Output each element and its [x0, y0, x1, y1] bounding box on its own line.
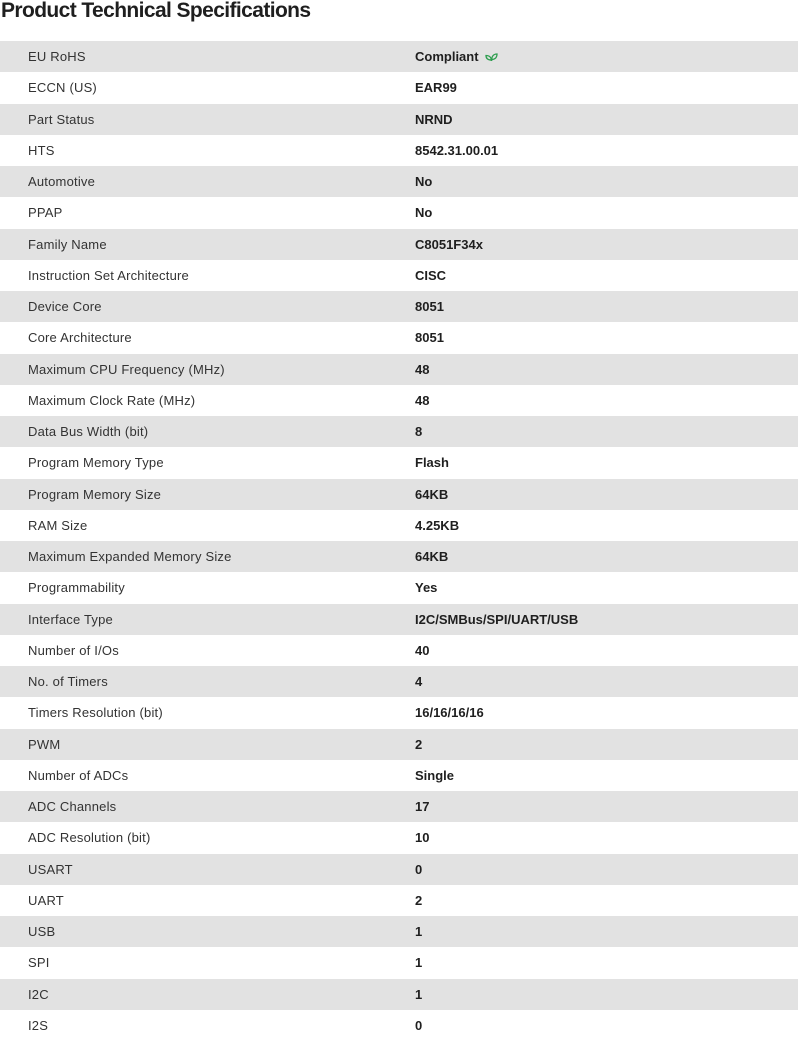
spec-value-text: 8542.31.00.01: [415, 142, 499, 158]
spec-row: [0, 135, 798, 166]
spec-value-text: 17: [415, 799, 430, 815]
spec-label: Part Status: [28, 111, 95, 127]
spec-label: Program Memory Type: [28, 455, 164, 471]
spec-row: [0, 854, 798, 885]
spec-value: [387, 697, 798, 728]
spec-value: [387, 854, 798, 885]
spec-value-text: 0: [415, 861, 423, 877]
spec-value: [387, 166, 798, 197]
spec-value-text: 16/16/16/16: [415, 705, 484, 721]
spec-value-text: 2: [415, 892, 423, 908]
spec-label: Programmability: [28, 580, 125, 596]
spec-value-text: 0: [415, 1017, 423, 1033]
spec-row: [0, 791, 798, 822]
spec-row: [0, 354, 798, 385]
spec-label: ADC Resolution (bit): [28, 830, 151, 846]
spec-label: Program Memory Size: [28, 486, 162, 502]
spec-row: [0, 41, 798, 72]
spec-value-text: 10: [415, 830, 430, 846]
spec-label: I2C: [28, 986, 49, 1002]
spec-row: [0, 916, 798, 947]
spec-label: Instruction Set Architecture: [28, 267, 189, 283]
spec-value: [387, 510, 798, 541]
spec-value: [387, 291, 798, 322]
spec-value-text: 4: [415, 674, 423, 690]
spec-value-text: 8051: [415, 330, 444, 346]
spec-value-text: 1: [415, 924, 423, 940]
spec-row: [0, 885, 798, 916]
spec-label: I2S: [28, 1017, 49, 1033]
spec-row: [0, 510, 798, 541]
spec-label: No. of Timers: [28, 674, 108, 690]
spec-label: USB: [28, 924, 56, 940]
spec-row: [0, 697, 798, 728]
spec-table: [0, 41, 798, 1041]
spec-value-text: 40: [415, 642, 430, 658]
spec-row: [0, 166, 798, 197]
spec-row: [0, 666, 798, 697]
spec-label: EU RoHS: [28, 49, 86, 65]
spec-value-text: 48: [415, 392, 430, 408]
spec-value: [387, 916, 798, 947]
spec-row: [0, 604, 798, 635]
spec-label: Device Core: [28, 299, 102, 315]
spec-row: [0, 1010, 798, 1041]
spec-label: SPI: [28, 955, 50, 971]
spec-row: [0, 572, 798, 603]
spec-value: [387, 729, 798, 760]
spec-value: [387, 197, 798, 228]
spec-row: [0, 447, 798, 478]
spec-value: [387, 760, 798, 791]
spec-row: [0, 479, 798, 510]
spec-value: [387, 947, 798, 978]
spec-label: UART: [28, 892, 64, 908]
spec-value-text: No: [415, 205, 433, 221]
spec-row: [0, 291, 798, 322]
spec-label: ADC Channels: [28, 799, 117, 815]
spec-value-text: 64KB: [415, 486, 449, 502]
page-title: Product Technical Specifications: [1, 0, 311, 22]
spec-value-text: CISC: [415, 267, 447, 283]
spec-table-body: [0, 41, 798, 1041]
spec-value: [387, 41, 798, 72]
spec-label: Timers Resolution (bit): [28, 705, 163, 721]
spec-label: Core Architecture: [28, 330, 132, 346]
spec-label: Maximum Expanded Memory Size: [28, 549, 232, 565]
spec-label: Number of I/Os: [28, 642, 119, 658]
spec-value-text: 4.25KB: [415, 517, 460, 533]
spec-label: PWM: [28, 736, 61, 752]
spec-value-text: Flash: [415, 455, 449, 471]
spec-row: [0, 979, 798, 1010]
spec-value: [387, 635, 798, 666]
spec-label: PPAP: [28, 205, 63, 221]
spec-value-text: I2C/SMBus/SPI/UART/USB: [415, 611, 579, 627]
spec-value: [387, 385, 798, 416]
spec-value: [387, 447, 798, 478]
spec-label: Interface Type: [28, 611, 113, 627]
spec-value: [387, 229, 798, 260]
spec-value: [387, 541, 798, 572]
spec-label: Maximum CPU Frequency (MHz): [28, 361, 225, 377]
spec-value: [387, 322, 798, 353]
spec-value-text: NRND: [415, 111, 453, 127]
spec-value: [387, 885, 798, 916]
spec-value-text: EAR99: [415, 80, 457, 96]
spec-value: [387, 1010, 798, 1041]
spec-value: [387, 354, 798, 385]
spec-value: [387, 604, 798, 635]
spec-value: [387, 104, 798, 135]
leaf-icon: [485, 51, 498, 62]
spec-row: [0, 72, 798, 103]
spec-value-text: Yes: [415, 580, 438, 596]
spec-row: [0, 385, 798, 416]
spec-value: [387, 822, 798, 853]
spec-value-text: 48: [415, 361, 430, 377]
spec-value: [387, 479, 798, 510]
spec-value-text: 1: [415, 986, 423, 1002]
spec-row: [0, 322, 798, 353]
spec-label: USART: [28, 861, 73, 877]
spec-row: [0, 947, 798, 978]
spec-row: [0, 416, 798, 447]
spec-value: [387, 135, 798, 166]
spec-label: Number of ADCs: [28, 767, 129, 783]
spec-value-text: 64KB: [415, 549, 449, 565]
spec-value-text: Compliant: [415, 49, 479, 65]
spec-label: Family Name: [28, 236, 107, 252]
spec-value-text: C8051F34x: [415, 236, 483, 252]
spec-row: [0, 541, 798, 572]
spec-value-text: 2: [415, 736, 423, 752]
spec-label: ECCN (US): [28, 80, 97, 96]
spec-label: Data Bus Width (bit): [28, 424, 149, 440]
spec-row: [0, 729, 798, 760]
spec-value: [387, 260, 798, 291]
spec-label: RAM Size: [28, 517, 88, 533]
spec-value: [387, 572, 798, 603]
spec-value: [387, 791, 798, 822]
spec-label: HTS: [28, 142, 55, 158]
spec-value-text: Single: [415, 767, 455, 783]
spec-value-text: No: [415, 174, 433, 190]
spec-row: [0, 260, 798, 291]
spec-row: [0, 197, 798, 228]
spec-value: [387, 72, 798, 103]
spec-value-text: 8051: [415, 299, 444, 315]
spec-row: [0, 229, 798, 260]
spec-value-text: 8: [415, 424, 423, 440]
spec-value: [387, 666, 798, 697]
spec-row: [0, 760, 798, 791]
spec-label: Automotive: [28, 174, 96, 190]
spec-value: [387, 979, 798, 1010]
spec-row: [0, 635, 798, 666]
spec-row: [0, 822, 798, 853]
spec-value: [387, 416, 798, 447]
spec-value-text: 1: [415, 955, 423, 971]
spec-label: Maximum Clock Rate (MHz): [28, 392, 196, 408]
spec-row: [0, 104, 798, 135]
